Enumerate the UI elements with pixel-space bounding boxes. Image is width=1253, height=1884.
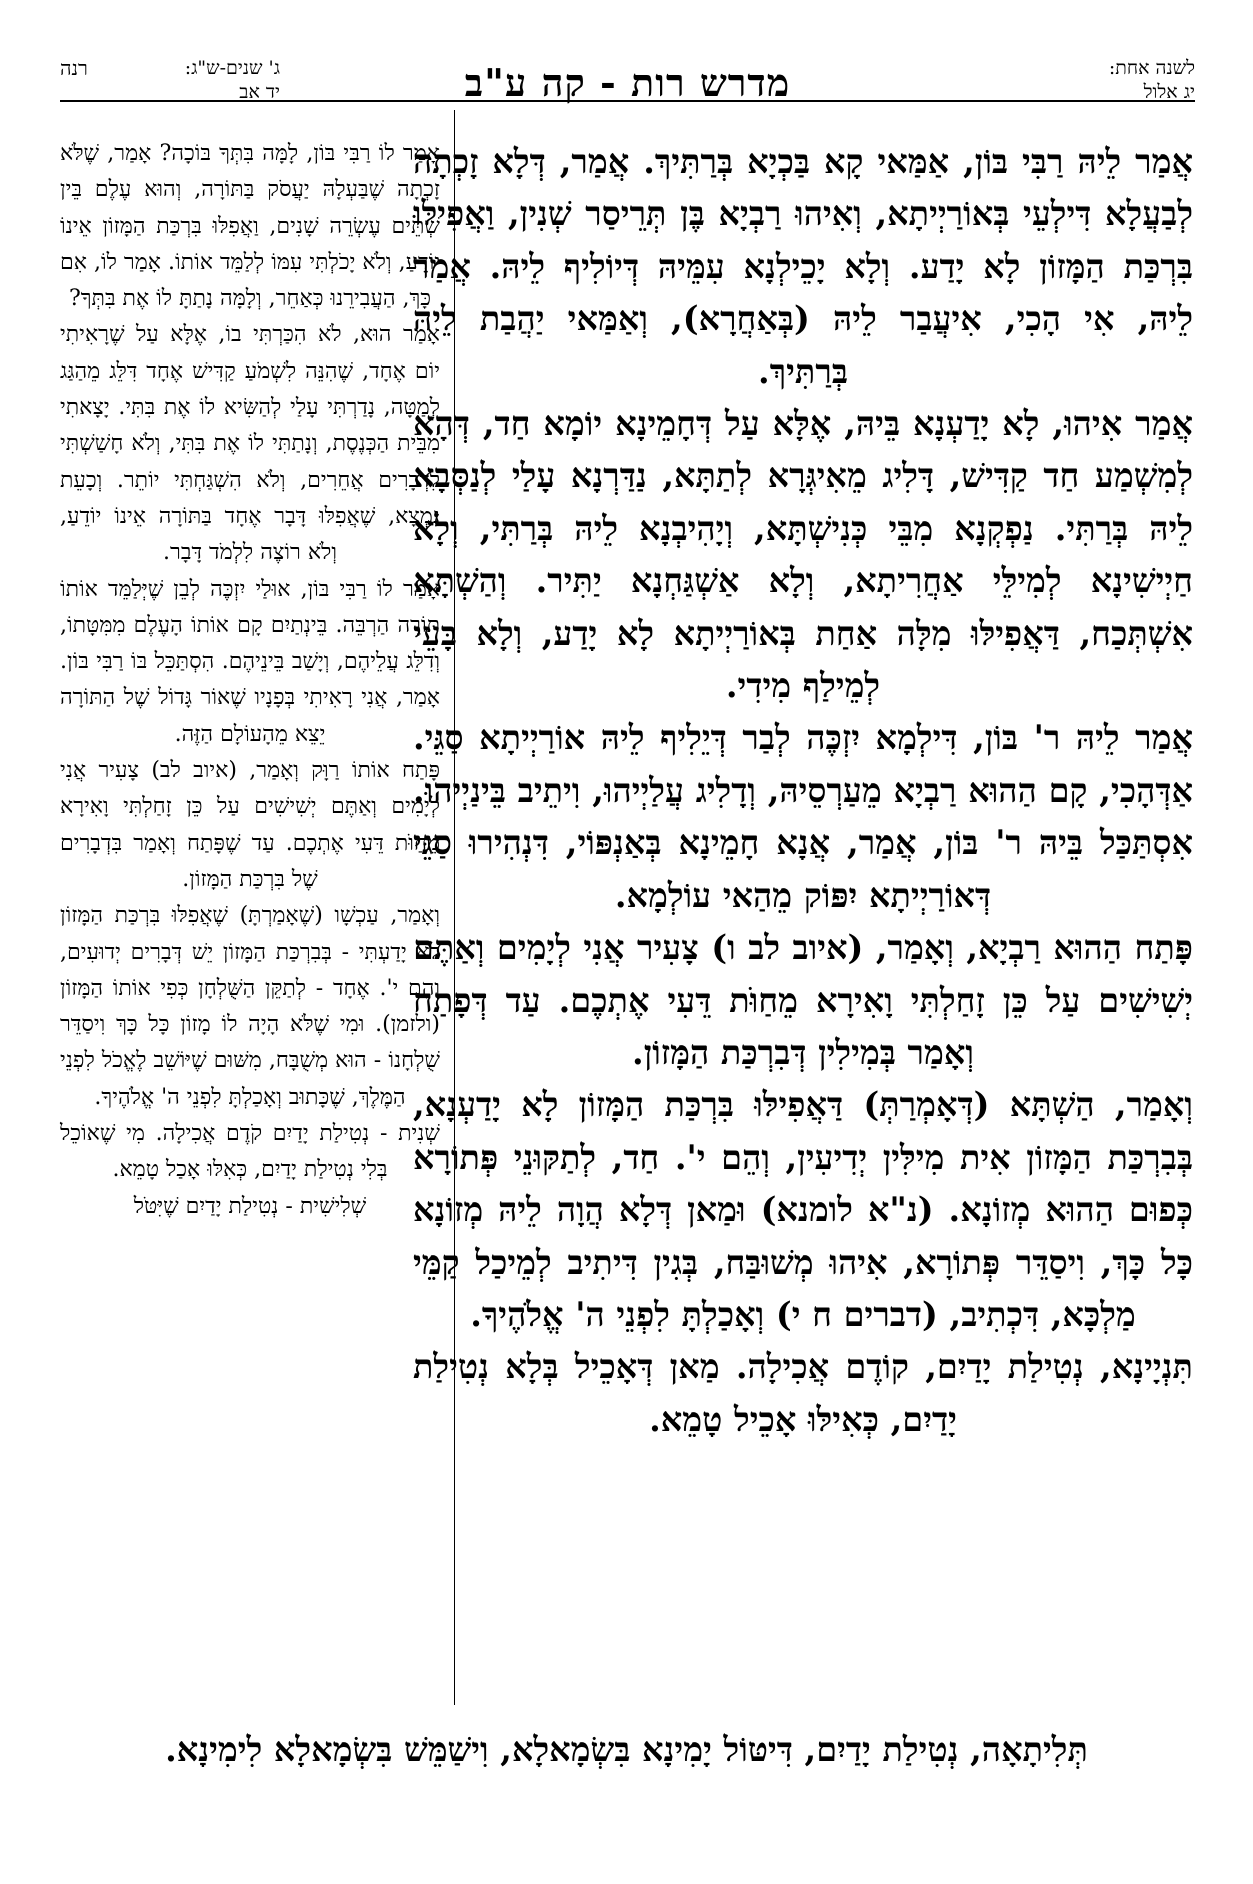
side-paragraph-3: אָמַר לוֹ רַבִּי בּוֹן, אוּלַי יִזְכֶּה לְבֵן שֶׁיְּלַמֵּד אוֹתוֹ תּוֹרָה הַרְבֵּה. בֵּינְתַיִם קָם אוֹתוֹ הָעֶלֶם מִמִּטָּתוֹ, וְדִלֵּג עֲלֵיהֶם, וְיָשַׁב בֵּינֵיהֶם. הִסְתַּכֵּל בּוֹ רַבִּי בּוֹן. אָמַר, אֲנִי רָאִיתִי בְּפָנָיו שֶׁאוֹר גָּדוֹל שֶׁל הַתּוֹרָה יֵצֵא מֵהָעוֹלָם הַזֶּה.: [60, 576, 440, 747]
schedule-label: לשנה אחת:: [1108, 57, 1195, 79]
triennial-info: [185, 56, 280, 104]
main-paragraph-1: אֲמַר לֵיהּ רַבִּי בּוֹן, אַמַּאי קָא בַּכְיָא בְּרַתִּיךְ. אֲמַר, דְּלָא זָכְתָה לְבַעֲלָא דִּילְעֵי בְּאוֹרַיְיתָא, וְאִיהוּ רַבְיָא בֶּן תְּרֵיסַר שְׁנִין, וַאֲפִילּוּ בִּרְכַּת הַמָּזוֹן לָא יָדַע. וְלָא יָכֵילְנָא עִמֵּיהּ דְּיוֹלִיף לֵיהּ. אֲמַר לֵיהּ, אִי הָכִי, אִיעֲבַר לֵיהּ (בְּאַחֲרָא), וְאַמַּאי יַהֲבַת לֵיהּ בְּרַתִּיךְ.: [413, 142, 1193, 391]
main-text-column: [413, 136, 1193, 1446]
schedule-date: יג אלול: [1143, 81, 1195, 103]
column-divider: [454, 110, 455, 1705]
daily-schedule: [1109, 56, 1195, 104]
main-paragraph-3: אֲמַר לֵיהּ ר' בּוֹן, דִּילְמָא יִזְכֶּה לְבַר דְּיֵלִיף לֵיהּ אוֹרַיְיתָא סַגֵּי. אַדְּהָכִי, קָם הַהוּא רַבְיָא מֵעַרְסֵיהּ, וְדָלִיג עֲלַיְיהוּ, וִיתֵיב בֵּינַיְיהוּ. אִסְתַּכַּל בֵּיהּ ר' בּוֹן, אֲמַר, אֲנָא חָמֵינָא בְּאַנְפּוֹי, דִּנְהִירוּ סַגֵּי דְּאוֹרַיְיתָא יִפּוֹק מֵהַאי עוֹלְמָא.: [413, 718, 1193, 915]
page-header: [60, 54, 1195, 120]
triennial-schedule: [60, 56, 280, 106]
main-paragraph-6: תִּנְיָינָא, נְטִילַת יָדַיִם, קוֹדֶם אֲכִילָה. מַאן דְּאָכֵיל בְּלָא נְטִילַת יָדַיִם, כְּאִילּוּ אָכֵיל טָמֵא.: [413, 1347, 1193, 1439]
main-paragraph-4: פָּתַח הַהוּא רַבְיָא, וְאָמַר, (איוב לב ו) צָעִיר אֲנִי לְיָמִים וְאַתֶּם יְשִׁישִׁים עַל כֵּן זָחַלְתִּי וָאִירָא מֵחַוֹּת דֵּעִי אֶתְכֶם. עַד דְּפָתַח וְאָמַר בְּמִילִין דְּבִרְכַּת הַמָּזוֹן.: [413, 928, 1193, 1072]
page-number: רנה: [60, 56, 88, 80]
side-paragraph-4: פָּתַח אוֹתוֹ רַוָּק וְאָמַר, (איוב לב) צָעִיר אֲנִי לְיָמִים וְאַתֶּם יְשִׁישִׁים עַל כֵּן זָחַלְתִּי וָאִירָא מֵחַוֹּת דֵּעִי אֶתְכֶם. עַד שֶׁפָּתַח וְאָמַר בִּדְבָרִים שֶׁל בִּרְכַּת הַמָּזוֹן.: [60, 758, 440, 892]
header-divider: [60, 100, 1195, 102]
translation-column: [60, 136, 440, 1225]
side-paragraph-2: אָמַר הוּא, לֹא הִכַּרְתִּי בוֹ, אֶלָּא עַל שֶׁרָאִיתִי יוֹם אֶחָד, שֶׁהִנֵּה לִשְׁמֹעַ קַדִּישׁ אֶחָד דִּלֵּג מֵהַגַּג לְמַטָּה, נָדַרְתִּי עָלַי לְהַשִּׂיא לוֹ אֶת בִּתִּי. יָצָאתִי מִבֵּית הַכְּנֶסֶת, וְנָתַתִּי לוֹ אֶת בִּתִּי, וְלֹא חָשַׁשְׁתִּי לִדְבָרִים אֲחֵרִים, וְלֹא הִשְׁגַּחְתִּי יוֹתֵר. וְכָעֵת נִמְצָא, שֶׁאֲפִלּוּ דָּבָר אֶחָד בַּתּוֹרָה אֵינוֹ יוֹדֵעַ, וְלֹא רוֹצֶה לִלְמֹד דָּבָר.: [60, 322, 440, 566]
page-title: מדרש רות - קה ע"ב: [464, 60, 791, 105]
main-paragraph-5: וְאָמַר, הַשְׁתָּא (דְּאָמְרַתְּ) דַּאֲפִילּוּ בִּרְכַּת הַמָּזוֹן לָא יָדַעְנָא, בְּבִרְכַּת הַמָּזוֹן אִית מִילִּין יְדִיעִין, וְהֵם י'. חַד, לְתַקּוּנֵי פְּתוֹרָא כְּפוּם הַהוּא מְזוֹנָא. (נ"א לומנא) וּמַאן דְּלָא הֲוָה לֵיהּ מְזוֹנָא כָּל כָּךְ, וִיסַדֵּר פְּתוֹרָא, אִיהוּ מְשׁוּבַּח, בְּגִין דִּיתִיב לְמֵיכַל קַמֵּי מַלְכָּא, דִּכְתִיב, (דברים ח י) וְאָכַלְתָּ לִפְנֵי ה' אֱלֹהֶיךָ.: [413, 1085, 1193, 1334]
triennial-label: ג' שנים-ש"ג:: [184, 57, 280, 79]
side-paragraph-1: אָמַר לוֹ רַבִּי בּוֹן, לָמָּה בִּתְּךָ בּוֹכָה? אָמַר, שֶׁלֹּא זָכְתָה שֶׁבַּעְלָהּ יַעֲסֹק בַּתּוֹרָה, וְהוּא עֶלֶם בֵּין שְׁתֵּים עֶשְׂרֵה שָׁנִים, וַאֲפִלּוּ בִּרְכַּת הַמָּזוֹן אֵינוֹ יוֹדֵעַ, וְלֹא יָכֹלְתִּי עִמּוֹ לְלַמֵּד אוֹתוֹ. אָמַר לוֹ, אִם כָּךְ, הַעֲבִירֵנוּ כְּאַחֵר, וְלָמָּה נָתַתָּ לוֹ אֶת בִּתְּךָ?: [60, 141, 440, 312]
side-paragraph-6: שְׁנִית - נְטִילַת יָדַיִם קֹדֶם אֲכִילָה. מִי שֶׁאוֹכֵל בְּלִי נְטִילַת יָדַיִם, כְּאִלּוּ אָכַל טָמֵא.: [60, 1121, 440, 1183]
bottom-line: תְּלִיתָאָה, נְטִילַת יָדַיִם, דִּיטּוֹל יָמִינָא בִּשְׂמָאלָא, וִישַׁמֵּשׁ בִּשְׂמָאלָא לִימִינָא.: [165, 1730, 1088, 1769]
side-paragraph-5: וְאָמַר, עַכְשָׁו (שֶׁאָמַרְתָּ) שֶׁאֲפִלּוּ בִּרְכַּת הַמָּזוֹן לֹא יָדַעְתִּי - בְּבִרְכַּת הַמָּזוֹן יֵשׁ דְּבָרִים יְדוּעִים, וְהֵם י'. אֶחָד - לְתַקֵּן הַשֻּׁלְחָן כְּפִי אוֹתוֹ הַמָּזוֹן (ולזמן). וּמִי שֶׁלֹּא הָיָה לוֹ מָזוֹן כָּל כָּךְ וִיסַדֵּר שֻׁלְחָנוֹ - הוּא מְשֻׁבָּח, מִשּׁוּם שֶׁיּוֹשֵׁב לֶאֱכֹל לִפְנֵי הַמֶּלֶךְ, שֶׁכָּתוּב וְאָכַלְתָּ לִפְנֵי ה' אֱלֹהֶיךָ.: [60, 903, 440, 1110]
side-paragraph-7: שְׁלִישִׁית - נְטִילַת יָדַיִם שֶׁיִּטֹּל: [133, 1193, 367, 1219]
main-paragraph-2: אֲמַר אִיהוּ, לָא יָדַעְנָא בֵּיהּ, אֶלָּא עַל דְּחָמֵינָא יוֹמָא חַד, דְּהָא לְמִשְׁמַע חַד קַדִּישׁ, דָּלִיג מֵאִיגְּרָא לְתַתָּא, נַדַּרְנָא עָלַי לְנַסְּבָא לֵיהּ בְּרַתִּי. נַפְקְנָא מִבֵּי כְּנִישְׁתָּא, וְיָהִיבְנָא לֵיהּ בְּרַתִּי, וְלָא חַיְישִׁינָא לְמִילֵּי אַחֲרִיתָא, וְלָא אַשְׁגַּחְנָא יַתִּיר. וְהַשְׁתָּא אִשְׁתְּכַח, דַּאֲפִילּוּ מִלָּה אַחַת בְּאוֹרַיְיתָא לָא יָדַע, וְלָא בָּעֵי לְמֵילַף מִידִי.: [413, 404, 1193, 706]
triennial-date: יד אב: [239, 81, 280, 103]
